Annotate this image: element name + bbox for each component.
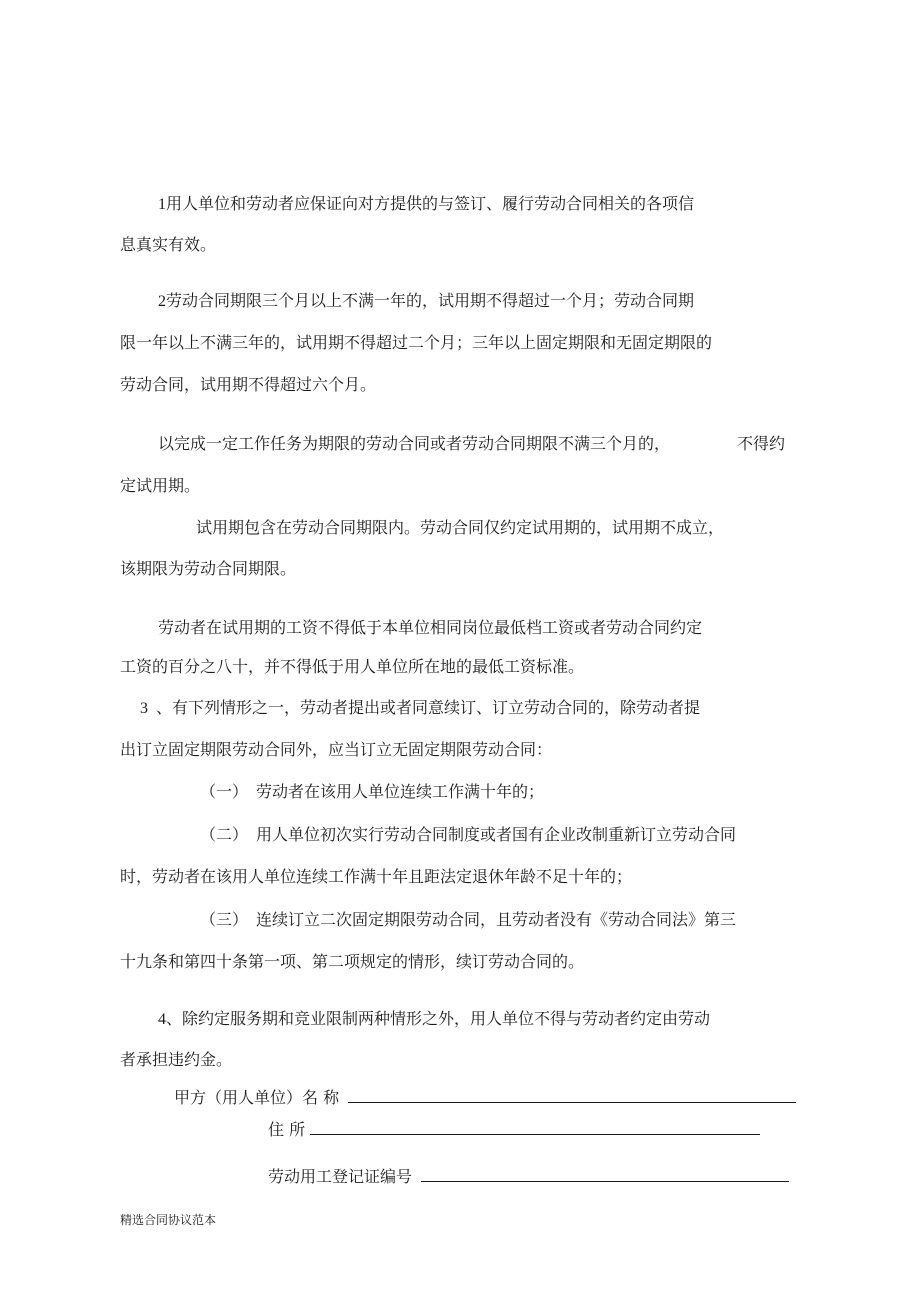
item-2-line-2: 时，劳动者在该用人单位连续工作满十年且距法定退休年龄不足十年的； bbox=[120, 867, 633, 886]
form-name-blank[interactable] bbox=[348, 1088, 796, 1103]
form-registration-blank[interactable] bbox=[421, 1167, 789, 1182]
form-address-blank[interactable] bbox=[310, 1120, 760, 1135]
clause-4-number: 4 bbox=[158, 1011, 166, 1028]
clause-2-line-1: 2劳动合同期限三个月以上不满一年的，试用期不得超过一个月；劳动合同期 bbox=[158, 291, 695, 310]
form-registration-row bbox=[268, 1166, 789, 1188]
clause-4-line-2: 者承担违约金。 bbox=[120, 1050, 233, 1069]
item-1-line-1: （一） 劳动者在该用人单位连续工作满十年的； bbox=[200, 782, 545, 801]
form-registration-label: 劳动用工登记证编号 bbox=[268, 1167, 413, 1186]
form-name-row bbox=[174, 1087, 796, 1109]
paragraph-4-line-1: 试用期包含在劳动合同期限内。劳动合同仅约定试用期的，试用期不成立， bbox=[196, 518, 725, 537]
clause-1-number: 1 bbox=[158, 196, 166, 213]
paragraph-5-line-2: 工资的百分之八十，并不得低于用人单位所在地的最低工资标准。 bbox=[120, 657, 585, 676]
paragraph-4-line-2: 该期限为劳动合同期限。 bbox=[120, 559, 297, 578]
paragraph-3-line-1a: 以完成一定工作任务为期限的劳动合同或者劳动合同期限不满三个月的， bbox=[158, 434, 671, 453]
form-address-label: 住 所 bbox=[268, 1120, 306, 1139]
item-3-mark: （三） bbox=[200, 910, 249, 929]
clause-3-number: 3 bbox=[140, 700, 148, 717]
clause-3-line-1: 3 、有下列情形之一，劳动者提出或者同意续订、订立劳动合同的，除劳动者提 bbox=[140, 698, 701, 717]
footer-text: 精选合同协议范本 bbox=[120, 1213, 217, 1227]
item-2-line-1: （二） 用人单位初次实行劳动合同制度或者国有企业改制重新订立劳动合同 bbox=[200, 825, 737, 844]
item-2-mark: （二） bbox=[200, 825, 249, 844]
form-address-row bbox=[268, 1119, 760, 1141]
item-3-line-2: 十九条和第四十条第一项、第二项规定的情形，续订劳动合同的。 bbox=[120, 952, 585, 971]
clause-4-line-1: 4、除约定服务期和竞业限制两种情形之外，用人单位不得与劳动者约定由劳动 bbox=[158, 1009, 711, 1028]
form-name-label: 甲方（用人单位）名 称 bbox=[174, 1088, 340, 1107]
item-3-line-1: （三） 连续订立二次固定期限劳动合同，且劳动者没有《劳动合同法》第三 bbox=[200, 910, 737, 929]
clause-2-line-2: 限一年以上不满三年的，试用期不得超过二个月；三年以上固定期限和无固定期限的 bbox=[120, 333, 713, 352]
paragraph-3-line-2: 定试用期。 bbox=[120, 476, 201, 495]
item-1-mark: （一） bbox=[200, 782, 249, 801]
clause-2-line-3: 劳动合同，试用期不得超过六个月。 bbox=[120, 375, 377, 394]
paragraph-3-line-1b: 不得约 bbox=[737, 434, 786, 453]
clause-1-line-2: 息真实有效。 bbox=[120, 235, 217, 254]
clause-2-number: 2 bbox=[158, 293, 166, 310]
clause-1-line-1: 1用人单位和劳动者应保证向对方提供的与签订、履行劳动合同相关的各项信 bbox=[158, 194, 695, 213]
paragraph-5-line-1: 劳动者在试用期的工资不得低于本单位相同岗位最低档工资或者劳动合同约定 bbox=[158, 618, 703, 637]
clause-3-line-2: 出订立固定期限劳动合同外，应当订立无固定期限劳动合同： bbox=[120, 740, 553, 759]
